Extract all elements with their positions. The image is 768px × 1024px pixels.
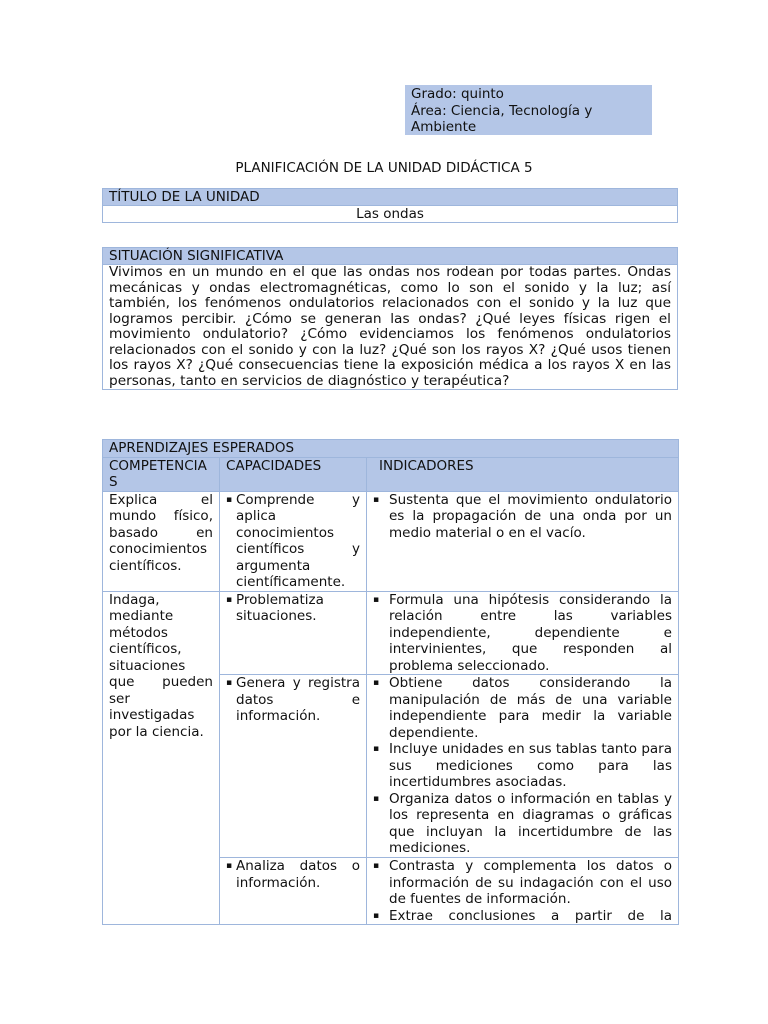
- bullet-icon: ▪: [226, 594, 233, 605]
- list-item: ▪ Formula una hipótesis considerando la relación entre las variables independiente, dependiente e intervinientes, que responden al problema seleccionado.: [373, 591, 672, 674]
- list-item: ▪ Comprende y aplica conocimientos científicos y argumenta científicamente.: [226, 491, 360, 590]
- learning-table: [102, 439, 679, 925]
- table-row: [103, 491, 679, 591]
- competencia-cell: Indaga, mediante métodos científicos, situaciones que pueden ser investigadas por la ciencia.: [103, 591, 220, 925]
- indicadores-cell: [367, 491, 679, 591]
- bullet-icon: ▪: [226, 678, 233, 688]
- list-item: ▪ Analiza datos o información.: [226, 858, 360, 891]
- unit-title-label: TÍTULO DE LA UNIDAD: [103, 189, 678, 206]
- list-item: ▪ Organiza datos o información en tablas y los representa en diagramas o gráficas que incluyan la incertidumbre de las mediciones.: [373, 790, 672, 856]
- bullet-icon: ▪: [226, 861, 233, 871]
- situation-table: [102, 247, 678, 390]
- column-header-capacidades: CAPACIDADES: [220, 457, 367, 491]
- capacidad-cell: [220, 675, 367, 858]
- capacidad-cell: [220, 491, 367, 591]
- column-header-competencias: COMPETENCIAS: [103, 457, 220, 491]
- area-label-line1: Área: Ciencia, Tecnología y: [411, 102, 593, 119]
- unit-title-value: Las ondas: [103, 206, 678, 223]
- bullet-icon: ▪: [373, 910, 380, 921]
- situation-label: SITUACIÓN SIGNIFICATIVA: [103, 248, 678, 265]
- situation-text: Vivimos en un mundo en el que las ondas nos rodean por todas partes. Ondas mecánicas y ondas electromagnéticas, como lo son el sonido y la luz; así también, los fenómenos ondulatorios relacionados con el sonido y la luz que logramos percibir. ¿Cómo se generan las ondas? ¿Qué leyes físicas rigen el movimiento ondulatorio? ¿Cómo evidenciamos los fenómenos ondulatorios relacionados con el sonido y con la luz? ¿Qué son los rayos X? ¿Qué usos tienen los rayos X? ¿Qué consecuencias tiene la exposición médica a los rayos X en las personas, tanto en servicios de diagnóstico y terapéutica?: [103, 265, 678, 390]
- competencia-cell: Explica el mundo físico, basado en conocimientos científicos.: [103, 491, 220, 591]
- bullet-icon: ▪: [226, 494, 233, 505]
- capacidad-cell: [220, 858, 367, 925]
- indicadores-cell: [367, 675, 679, 858]
- list-item: ▪ Genera y registra datos e información.: [226, 675, 360, 724]
- table-row: [103, 591, 679, 675]
- learning-label: APRENDIZAJES ESPERADOS: [103, 440, 679, 458]
- list-item: ▪ Incluye unidades en sus tablas tanto para sus mediciones como para las incertidumbres asociadas.: [373, 741, 672, 790]
- bullet-icon: ▪: [373, 793, 380, 804]
- list-item: ▪ Sustenta que el movimiento ondulatorio es la propagación de una onda por un medio material o en el vacío.: [373, 491, 672, 541]
- document-title: PLANIFICACIÓN DE LA UNIDAD DIDÁCTICA 5: [235, 160, 533, 176]
- list-item: ▪ Extrae conclusiones a partir de la: [373, 907, 672, 924]
- bullet-icon: ▪: [373, 861, 380, 871]
- list-item: ▪ Problematiza situaciones.: [226, 591, 324, 624]
- indicadores-cell: [367, 591, 679, 675]
- grade-label: Grado: quinto: [411, 86, 504, 102]
- grade-area-box: [405, 85, 652, 135]
- capacidad-cell: [220, 591, 367, 675]
- list-item: ▪ Obtiene datos considerando la manipulación de más de una variable independiente para medir la variable dependiente.: [373, 675, 672, 741]
- list-item: ▪ Contrasta y complementa los datos o información de su indagación con el uso de fuentes de información.: [373, 858, 672, 907]
- column-header-indicadores: INDICADORES: [367, 457, 679, 491]
- bullet-icon: ▪: [373, 744, 380, 754]
- bullet-icon: ▪: [373, 678, 380, 688]
- unit-title-table: [102, 188, 678, 223]
- area-label-line2: Ambiente: [411, 119, 477, 135]
- bullet-icon: ▪: [373, 594, 380, 605]
- bullet-icon: ▪: [373, 494, 380, 505]
- indicadores-cell: [367, 858, 679, 925]
